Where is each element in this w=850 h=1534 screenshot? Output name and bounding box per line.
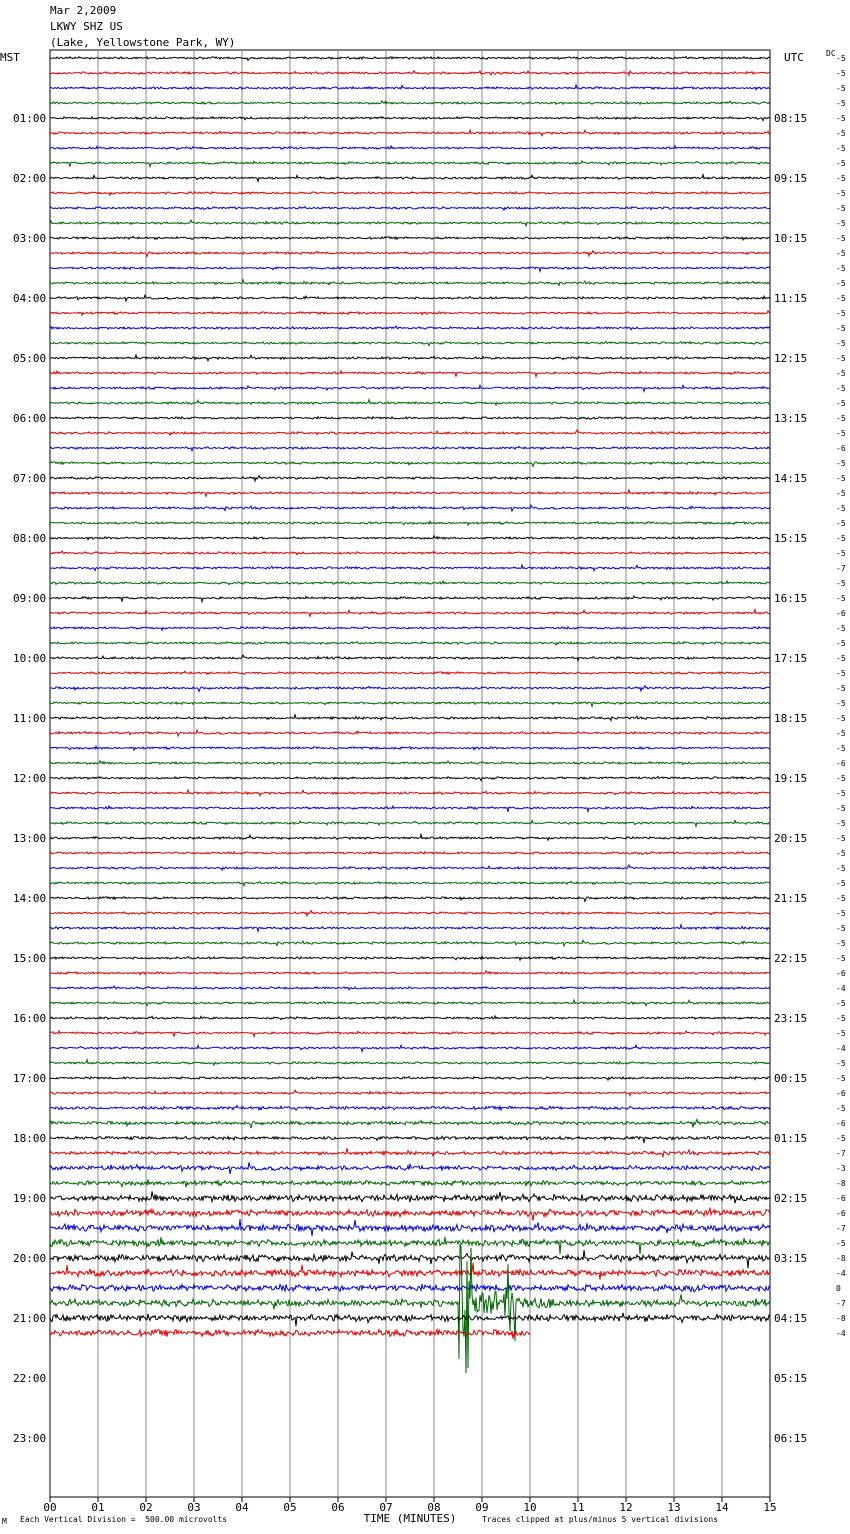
seismic-trace (50, 1263, 770, 1280)
seismic-trace (50, 761, 770, 765)
seismic-trace (50, 400, 770, 406)
dc-offset-label: -4 (836, 984, 846, 993)
seismic-trace (50, 776, 770, 780)
seismic-trace (50, 490, 770, 497)
left-hour-label: 05:00 (13, 352, 47, 365)
dc-offset-label: -5 (836, 669, 846, 678)
seismic-trace (50, 1045, 770, 1051)
dc-offset-label: 0 (836, 1284, 841, 1293)
x-tick-label: 07 (379, 1501, 393, 1514)
dc-offset-label: -5 (836, 249, 846, 258)
left-hour-label: 01:00 (13, 112, 47, 125)
dc-offset-label: -8 (836, 1314, 846, 1323)
dc-offset-label: -5 (836, 489, 846, 498)
seismic-trace (50, 71, 770, 76)
dc-offset-label: -5 (836, 1014, 846, 1023)
seismic-trace (50, 896, 770, 901)
dc-offset-label: -5 (836, 894, 846, 903)
left-hour-label: 04:00 (13, 292, 47, 305)
dc-offset-label: -5 (836, 309, 846, 318)
dc-offset-label: -5 (836, 594, 846, 603)
dc-offset-label: -5 (836, 114, 846, 123)
dc-offset-label: -5 (836, 849, 846, 858)
dc-offset-label: -6 (836, 1209, 846, 1218)
dc-offset-label: -6 (836, 1119, 846, 1128)
dc-offset-label: -6 (836, 609, 846, 618)
seismic-trace (50, 430, 770, 435)
x-tick-label: 03 (187, 1501, 201, 1514)
dc-offset-label: -6 (836, 759, 846, 768)
right-hour-label: 06:15 (774, 1432, 808, 1445)
left-hour-label: 09:00 (13, 592, 47, 605)
dc-offset-label: -5 (836, 729, 846, 738)
seismic-trace (50, 446, 770, 450)
dc-offset-label: -5 (836, 384, 846, 393)
seismic-trace (50, 146, 770, 150)
seismic-trace (50, 161, 770, 167)
x-tick-label: 15 (763, 1501, 777, 1514)
dc-offset-label: -5 (836, 999, 846, 1008)
dc-offset-label: -5 (836, 174, 846, 183)
dc-offset-label: -7 (836, 1224, 846, 1233)
seismic-trace (50, 1244, 770, 1373)
dc-offset-label: -5 (836, 474, 846, 483)
dc-offset-label: -5 (836, 144, 846, 153)
dc-offset-label: -7 (836, 1299, 846, 1308)
right-hour-label: 20:15 (774, 832, 808, 845)
seismic-trace (50, 130, 770, 136)
x-tick-label: 08 (427, 1501, 441, 1514)
seismic-trace (50, 385, 770, 391)
seismic-trace (50, 341, 770, 345)
right-hour-label: 17:15 (774, 652, 808, 665)
dc-offset-label: -5 (836, 324, 846, 333)
dc-offset-label: -6 (836, 1194, 846, 1203)
seismic-trace (50, 1250, 770, 1268)
x-tick-label: 13 (667, 1501, 681, 1514)
left-hour-label: 20:00 (13, 1252, 47, 1265)
seismic-trace (50, 267, 770, 272)
dc-offset-label: -5 (836, 744, 846, 753)
dc-offset-label: -5 (836, 909, 846, 918)
x-tick-label: 14 (715, 1501, 729, 1514)
dc-offset-label: -8 (836, 1254, 846, 1263)
seismic-trace (50, 280, 770, 286)
dc-offset-label: -5 (836, 99, 846, 108)
seismic-trace (50, 476, 770, 481)
right-hour-label: 10:15 (774, 232, 808, 245)
right-hour-label: 13:15 (774, 412, 808, 425)
seismic-trace (50, 1016, 770, 1020)
dc-offset-label: -5 (836, 189, 846, 198)
seismic-trace (50, 1031, 770, 1037)
seismic-trace (50, 806, 770, 812)
left-hour-label: 07:00 (13, 472, 47, 485)
x-tick-label: 04 (235, 1501, 249, 1514)
dc-offset-label: -4 (836, 1329, 846, 1338)
dc-offset-label: -5 (836, 519, 846, 528)
x-tick-label: 05 (283, 1501, 297, 1514)
seismic-trace (50, 1148, 770, 1157)
right-hour-label: 19:15 (774, 772, 808, 785)
x-tick-label: 10 (523, 1501, 537, 1514)
dc-offset-label: -5 (836, 549, 846, 558)
seismic-trace (50, 655, 770, 661)
right-hour-label: 11:15 (774, 292, 808, 305)
dc-offset-label: -5 (836, 279, 846, 288)
seismic-trace (50, 852, 770, 855)
right-hour-label: 01:15 (774, 1132, 808, 1145)
left-hour-label: 23:00 (13, 1432, 47, 1445)
left-timezone-label: MST (0, 51, 20, 64)
dc-offset-label: -5 (836, 204, 846, 213)
left-hour-label: 15:00 (13, 952, 47, 965)
seismic-trace (50, 627, 770, 631)
dc-offset-label: -8 (836, 1179, 846, 1188)
dc-offset-label: -5 (836, 1134, 846, 1143)
dc-offset-label: -5 (836, 1059, 846, 1068)
dc-offset-label: -5 (836, 414, 846, 423)
left-hour-label: 03:00 (13, 232, 47, 245)
dc-offset-label: -5 (836, 1074, 846, 1083)
seismic-trace (50, 596, 770, 602)
seismic-trace (50, 192, 770, 196)
dc-offset-label: -3 (836, 1164, 846, 1173)
seismic-trace (50, 521, 770, 525)
seismic-trace (50, 175, 770, 182)
right-hour-label: 05:15 (774, 1372, 808, 1385)
seismic-trace (50, 835, 770, 841)
seismic-trace (50, 1237, 770, 1254)
seismic-trace (50, 220, 770, 226)
seismic-trace (50, 565, 770, 571)
left-hour-label: 19:00 (13, 1192, 47, 1205)
x-tick-label: 02 (139, 1501, 153, 1514)
seismic-trace (50, 295, 770, 301)
seismic-trace (50, 1191, 770, 1203)
seismic-trace (50, 1219, 770, 1236)
dc-offset-label: -5 (836, 399, 846, 408)
x-tick-label: 11 (571, 1501, 585, 1514)
seismic-trace (50, 251, 770, 257)
seismic-trace (50, 117, 770, 121)
dc-offset-label: -5 (836, 699, 846, 708)
x-tick-label: 12 (619, 1501, 633, 1514)
seismic-trace (50, 417, 770, 420)
dc-offset-label: -5 (836, 804, 846, 813)
dc-offset-label: -5 (836, 534, 846, 543)
seismic-trace (50, 461, 770, 466)
seismic-trace (50, 1208, 770, 1220)
dc-offset-label: -7 (836, 564, 846, 573)
vertical-division-note: Each Vertical Division = 500.00 microvolts (20, 1515, 228, 1524)
dc-label: DC (826, 49, 836, 58)
dc-offset-label: -5 (836, 369, 846, 378)
dc-offset-label: -5 (836, 504, 846, 513)
dc-offset-label: -5 (836, 879, 846, 888)
seismic-trace (50, 581, 770, 585)
dc-offset-label: -5 (836, 924, 846, 933)
right-hour-label: 21:15 (774, 892, 808, 905)
seismic-trace (50, 1077, 770, 1081)
dc-offset-label: -5 (836, 234, 846, 243)
x-tick-label: 00 (43, 1501, 57, 1514)
x-tick-label: 06 (331, 1501, 345, 1514)
seismic-trace (50, 642, 770, 646)
seismic-trace (50, 371, 770, 377)
dc-offset-label: -5 (836, 354, 846, 363)
seismic-trace (50, 1119, 770, 1128)
dc-offset-label: -5 (836, 654, 846, 663)
dc-offset-label: -5 (836, 69, 846, 78)
seismic-trace (50, 85, 770, 90)
seismic-trace (50, 311, 770, 315)
seismic-trace (50, 101, 770, 105)
seismic-trace (50, 610, 770, 617)
seismic-trace (50, 236, 770, 240)
corner-mark: M (2, 1517, 7, 1526)
left-hour-label: 17:00 (13, 1072, 47, 1085)
dc-offset-label: -6 (836, 444, 846, 453)
clip-note: Traces clipped at plus/minus 5 vertical divisions (482, 1515, 719, 1524)
left-hour-label: 02:00 (13, 172, 47, 185)
right-hour-label: 22:15 (774, 952, 808, 965)
right-hour-label: 02:15 (774, 1192, 808, 1205)
dc-offset-label: -6 (836, 1089, 846, 1098)
dc-offset-label: -5 (836, 579, 846, 588)
dc-offset-label: -5 (836, 714, 846, 723)
left-hour-label: 12:00 (13, 772, 47, 785)
header-date: Mar 2,2009 (50, 4, 117, 17)
dc-offset-label: -5 (836, 54, 846, 63)
seismic-trace (50, 715, 770, 721)
left-hour-label: 10:00 (13, 652, 47, 665)
left-hour-label: 14:00 (13, 892, 47, 905)
seismic-trace (50, 1000, 770, 1006)
dc-offset-label: -5 (836, 219, 846, 228)
dc-offset-label: -5 (836, 624, 846, 633)
dc-offset-label: -5 (836, 459, 846, 468)
left-hour-label: 11:00 (13, 712, 47, 725)
dc-offset-label: -5 (836, 264, 846, 273)
seismic-trace (50, 702, 770, 707)
seismic-trace (50, 790, 770, 796)
dc-offset-label: -5 (836, 159, 846, 168)
seismic-trace (50, 536, 770, 540)
seismic-trace (50, 986, 770, 990)
seismic-trace (50, 551, 770, 555)
dc-offset-label: -5 (836, 774, 846, 783)
seismic-trace (50, 1313, 770, 1326)
seismic-trace (50, 56, 770, 60)
dc-offset-label: -5 (836, 1029, 846, 1038)
x-tick-label: 09 (475, 1501, 489, 1514)
dc-offset-label: -5 (836, 294, 846, 303)
dc-offset-label: -5 (836, 1104, 846, 1113)
seismic-trace (50, 865, 770, 870)
right-hour-label: 09:15 (774, 172, 808, 185)
dc-offset-label: -5 (836, 339, 846, 348)
seismic-trace (50, 940, 770, 946)
seismic-trace (50, 1136, 770, 1143)
seismic-trace (50, 326, 770, 330)
left-hour-label: 13:00 (13, 832, 47, 845)
seismic-trace (50, 881, 770, 885)
header-location: (Lake, Yellowstone Park, WY) (50, 36, 236, 49)
seismic-trace (50, 671, 770, 674)
seismic-trace (50, 1090, 770, 1096)
dc-offset-label: -5 (836, 639, 846, 648)
right-hour-label: 04:15 (774, 1312, 808, 1325)
dc-offset-label: -4 (836, 1269, 846, 1278)
dc-offset-label: -5 (836, 129, 846, 138)
left-hour-label: 16:00 (13, 1012, 47, 1025)
dc-offset-label: -4 (836, 1044, 846, 1053)
dc-offset-label: -5 (836, 864, 846, 873)
dc-offset-label: -5 (836, 789, 846, 798)
seismic-trace (50, 207, 770, 211)
seismic-trace (50, 355, 770, 361)
seismic-trace (50, 925, 770, 932)
header-station: LKWY SHZ US (50, 20, 123, 33)
x-axis-label: TIME (MINUTES) (363, 1512, 457, 1525)
dc-offset-label: -6 (836, 969, 846, 978)
seismic-trace (50, 956, 770, 960)
dc-offset-label: -5 (836, 429, 846, 438)
seismic-trace (50, 1284, 770, 1292)
dc-offset-label: -7 (836, 1149, 846, 1158)
dc-offset-label: -5 (836, 1239, 846, 1248)
right-hour-label: 16:15 (774, 592, 808, 605)
right-hour-label: 00:15 (774, 1072, 808, 1085)
seismic-trace (50, 1179, 770, 1187)
seismic-trace (50, 1060, 770, 1066)
right-hour-label: 12:15 (774, 352, 808, 365)
left-hour-label: 22:00 (13, 1372, 47, 1385)
seismic-trace (50, 820, 770, 826)
dc-offset-label: -5 (836, 84, 846, 93)
left-hour-label: 18:00 (13, 1132, 47, 1145)
right-hour-label: 18:15 (774, 712, 808, 725)
right-timezone-label: UTC (784, 51, 804, 64)
left-hour-label: 08:00 (13, 532, 47, 545)
right-hour-label: 08:15 (774, 112, 808, 125)
dc-offset-label: -5 (836, 819, 846, 828)
seismic-trace (50, 971, 770, 975)
left-hour-label: 21:00 (13, 1312, 47, 1325)
dc-offset-label: -5 (836, 939, 846, 948)
seismic-trace (50, 1162, 770, 1174)
dc-offset-label: -5 (836, 684, 846, 693)
dc-offset-label: -5 (836, 954, 846, 963)
seismic-trace (50, 505, 770, 511)
right-hour-label: 14:15 (774, 472, 808, 485)
right-hour-label: 23:15 (774, 1012, 808, 1025)
right-hour-label: 03:15 (774, 1252, 808, 1265)
seismic-trace (50, 1105, 770, 1110)
dc-offset-label: -5 (836, 834, 846, 843)
seismic-trace (50, 730, 770, 736)
left-hour-label: 06:00 (13, 412, 47, 425)
seismic-trace (50, 746, 770, 750)
x-tick-label: 01 (91, 1501, 105, 1514)
seismic-trace (50, 911, 770, 916)
seismic-trace (50, 686, 770, 692)
right-hour-label: 15:15 (774, 532, 808, 545)
